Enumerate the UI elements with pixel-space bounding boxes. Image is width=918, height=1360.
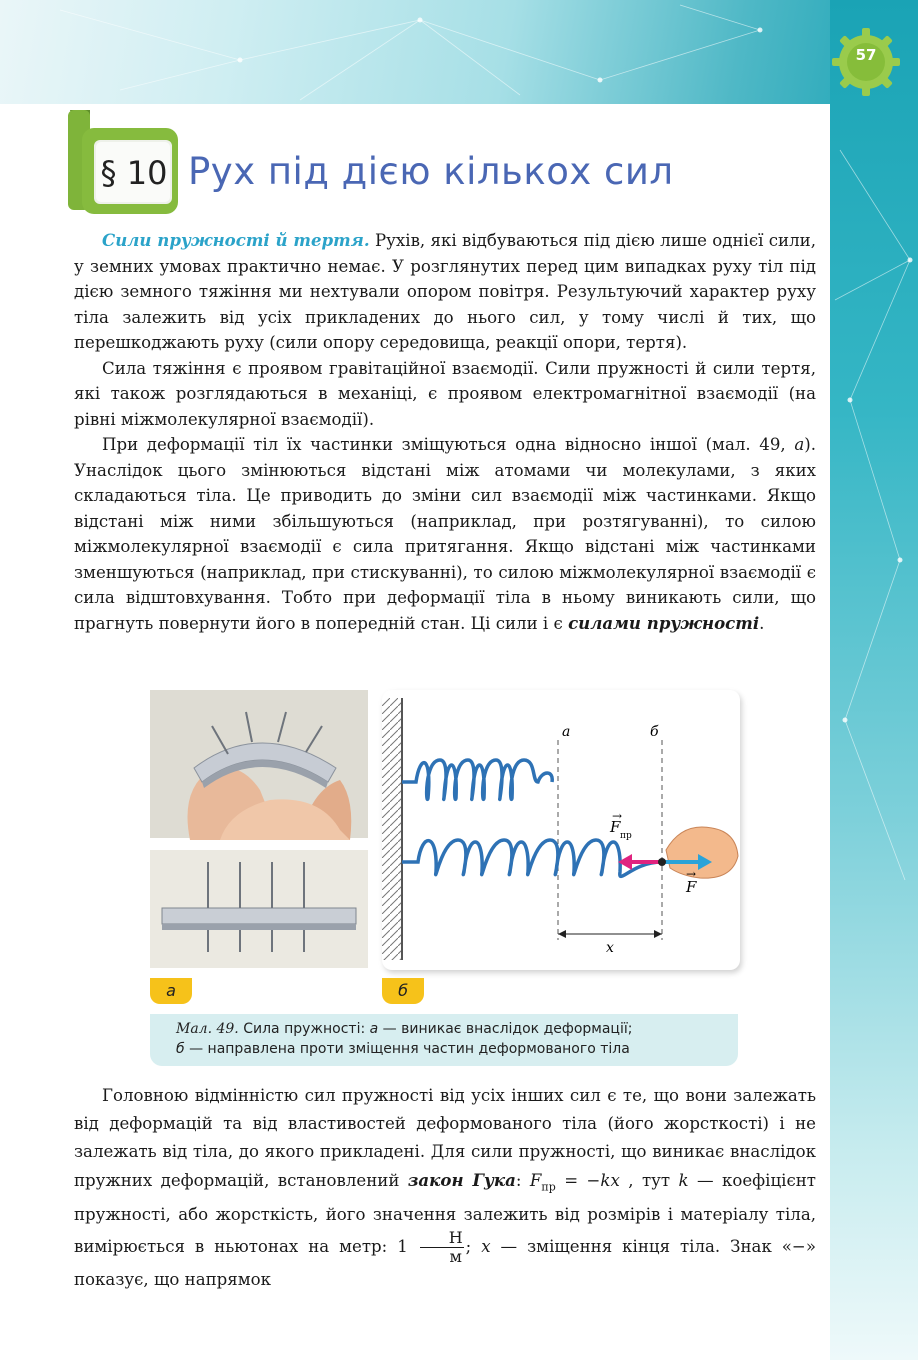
paragraph-4-text-1: Головною відмінністю сил пружності від усіх інших сил є те, що вони залежать від деформацій та від властивостей деформованого тіла (його жорсткості) і не залежать від тіла, до якого прикладені. Для сили пружності, що виникає внаслідок пружних деформацій, встановлений	[74, 1086, 816, 1190]
paragraph-1-text: Рухів, які відбуваються під дією лише однієї сили, у земних умовах практично немає. У розглянутих перед цим випадках руху тіл під дією земного тяжіння ми нехтували опором повітря. Результуючий характер руху тіла залежить від усіх прикладених до нього сил, у тому числі й тих, що перешкоджають руху (сили опору середовища, реакції опори, тертя).	[74, 231, 816, 352]
symbol-k: k	[678, 1171, 689, 1190]
paragraph-lead: Сили пружності й тертя.	[102, 230, 370, 250]
section-number: § 10	[100, 154, 168, 192]
body-text-bottom	[74, 1082, 816, 1294]
paragraph-3-end: .	[759, 613, 765, 633]
side-background	[830, 0, 918, 1360]
label-fpr: F	[610, 818, 621, 836]
formula-x: x	[610, 1171, 620, 1190]
paragraph-4-text-5: — зміщення кінця тіла. Знак «−» показує, що напрямок	[74, 1237, 816, 1290]
wall	[382, 698, 402, 960]
paragraph-4	[74, 1082, 816, 1294]
formula-rest: = −k	[555, 1171, 611, 1190]
side-network-pattern	[830, 0, 918, 1360]
section-title: Рух під дією кількох сил	[188, 150, 674, 193]
term-hookes-law: закон Гука	[407, 1170, 516, 1190]
spring-relaxed	[402, 760, 552, 799]
paragraph-2: Сила тяжіння є проявом гравітаційної взаємодії. Сили пружності й сили тертя, які також розглядаються в механіці, є проявом електромагнітної взаємодії (на рівні міжмолекулярної взаємодії).	[74, 358, 816, 429]
label-x: x	[606, 940, 614, 956]
figure-tag-a: а	[150, 978, 192, 1004]
paragraph-1	[74, 228, 816, 356]
spring-stretched	[402, 840, 662, 876]
hand-image	[666, 827, 738, 878]
caption-text-3: — направлена проти зміщення частин деформованого тіла	[184, 1041, 630, 1057]
unit-fraction	[420, 1229, 464, 1266]
body-text-top	[74, 228, 816, 636]
label-a: а	[562, 724, 571, 740]
figure-caption	[150, 1014, 738, 1066]
springs-diagram	[382, 690, 740, 970]
term-elastic-forces: силами пружності	[568, 612, 760, 633]
paragraph-3-text-b: ). Унаслідок цього змінюються відстані між атомами чи молекулами, з яких складаються тіла. Це приводить до зміни сил взаємодії між частинками. Якщо відстані між ними збільшуються (наприклад, при розтягуванні), то силою міжмолекулярної взаємодії є сила притягання. Якщо відстані між частинками зменшуються (наприклад, при стискуванні), то силою міжмолекулярної взаємодії є сила відштовхування. Тобто при деформації тіла в ньому виникають сили, що прагнуть повернути його в попередній стан. Ці сили і є	[74, 435, 816, 633]
paragraph-4-text-2: , тут	[619, 1171, 679, 1190]
label-b: б	[650, 724, 659, 740]
figure-a-deformation-image	[150, 690, 368, 968]
symbol-x: x	[481, 1237, 491, 1257]
formula-f: F	[529, 1171, 542, 1190]
figure-tag-b: б	[382, 978, 424, 1004]
svg-text:→: →	[612, 809, 623, 823]
paragraph-4-text-3: — коефіцієнт пружності, або жорсткість, його значення залежить від розмірів і матеріалу тіла, вимірюється в ньютонах на метр: 1	[74, 1171, 816, 1257]
page-number: 57	[855, 46, 877, 64]
caption-text-1: Сила пружності:	[238, 1021, 370, 1037]
caption-label: Мал. 49.	[176, 1021, 239, 1037]
svg-text:→: →	[686, 867, 697, 881]
label-f: F	[686, 878, 697, 896]
caption-text-2: — виникає внаслідок деформації;	[378, 1021, 633, 1037]
label-fpr-sub: пр	[620, 831, 632, 841]
figure-b-springs	[382, 690, 740, 970]
formula-sub: пр	[541, 1180, 556, 1194]
header-background	[0, 0, 918, 104]
colon: :	[515, 1171, 530, 1190]
unit-numerator: Н	[420, 1229, 464, 1248]
formula	[529, 1171, 620, 1194]
unit-denominator: м	[449, 1247, 462, 1267]
paragraph-3-text-a: При деформації тіл їх частинки зміщуються одна відносно іншої (мал. 49,	[102, 435, 795, 454]
paragraph-4-text-4: ;	[465, 1237, 482, 1257]
paragraph-3-fig-ref: а	[794, 435, 805, 454]
caption-a: а	[369, 1021, 379, 1037]
caption-b: б	[176, 1041, 185, 1057]
network-pattern	[0, 0, 918, 104]
paragraph-3	[74, 432, 816, 636]
